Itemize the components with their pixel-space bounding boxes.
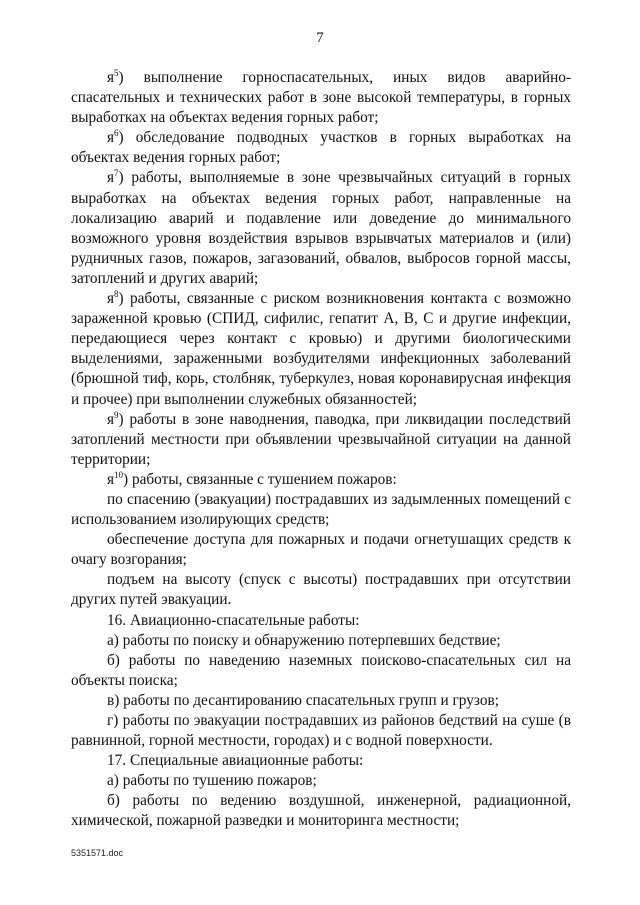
paragraph-17b: б) работы по ведению воздушной, инженерной, радиационной, химической, пожарной разведки и мониторинга местности; (71, 792, 571, 830)
page-number: 7 (316, 30, 324, 46)
item-marker: я (107, 169, 115, 187)
item-superscript: 6 (114, 128, 119, 139)
paragraph-text: ) работы, связанные с тушением пожаров: (123, 470, 397, 488)
paragraph-16a: а) работы по поиску и обнаружению потерпевших бедствие; (107, 631, 501, 649)
item-marker: я (107, 69, 115, 86)
item-marker: я (107, 129, 115, 147)
document-body (71, 68, 571, 832)
paragraph-text: ) выполнение горноспасательных, иных видов аварийно-спасательных и технических работ в зоне высокой температуры, в горных выработках на объектах ведения горных работ; (71, 69, 571, 127)
paragraph-ya10 (71, 470, 571, 490)
paragraph-text: ) работы, выполняемые в зоне чрезвычайных ситуаций в горных выработках на объектах ведения горных работ, направленные на локализацию аварий и подавление или доведение до минимального возможного уровня воздействия взрывов взрывчатых материалов и (или) рудничных газов, пожаров, загазований, обвалов, выбросов горной массы, затоплений и других аварий; (71, 169, 571, 287)
section-17-heading: 17. Специальные авиационные работы: (107, 752, 364, 770)
item-marker: я (107, 290, 115, 308)
paragraph-16v: в) работы по десантированию спасательных групп и грузов; (107, 691, 499, 709)
paragraph-16b: б) работы по наведению наземных поисково-спасательных сил на объекты поиска; (71, 651, 571, 689)
paragraph-ya5 (71, 68, 571, 128)
file-name-footer: 5351571.doc (71, 848, 124, 858)
paragraph-firefighter-access: обеспечение доступа для пожарных и подачи огнетушащих средств к очагу возгорания; (71, 531, 571, 569)
paragraph-ya9 (71, 410, 571, 470)
paragraph-17a: а) работы по тушению пожаров; (107, 772, 317, 790)
item-superscript: 8 (114, 289, 119, 300)
item-superscript: 9 (114, 409, 119, 420)
item-marker: я (107, 470, 115, 488)
item-superscript: 7 (114, 168, 119, 179)
paragraph-rescue-evacuation: по спасению (эвакуации) пострадавших из задымленных помещений с использованием изолирующих средств; (71, 490, 571, 529)
item-superscript: 5 (114, 68, 119, 78)
paragraph-ya6 (71, 128, 571, 168)
section-16-heading: 16. Авиационно-спасательные работы: (107, 611, 360, 629)
paragraph-text: ) обследование подводных участков в горных выработках на объектах ведения горных работ; (71, 129, 571, 167)
paragraph-text: ) работы, связанные с риском возникновения контакта с возможно зараженной кровью (СПИД, сифилис, гепатит А, В, С и другие инфекции, передающиеся через контакт с кровью) и другими биологическими выделениями, зараженными возбудителями инфекционных заболеваний (брюшной тиф, корь, столбняк, туберкулез, новая коронавирусная инфекция и прочее) при выполнении служебных обязанностей; (71, 290, 571, 408)
item-superscript: 10 (114, 469, 124, 480)
item-marker: я (107, 410, 115, 428)
paragraph-16g: г) работы по эвакуации пострадавших из районов бедствий на суше (в равнинной, горной местности, городах) и с водной поверхности. (71, 712, 571, 750)
paragraph-ya8 (71, 289, 571, 410)
paragraph-text: ) работы в зоне наводнения, паводка, при ликвидации последствий затоплений местности при объявлении чрезвычайной ситуации на данной территории; (71, 410, 571, 468)
paragraph-lift-descent: подъем на высоту (спуск с высоты) пострадавших при отсутствии других путей эвакуации. (71, 571, 571, 609)
paragraph-ya7 (71, 168, 571, 289)
